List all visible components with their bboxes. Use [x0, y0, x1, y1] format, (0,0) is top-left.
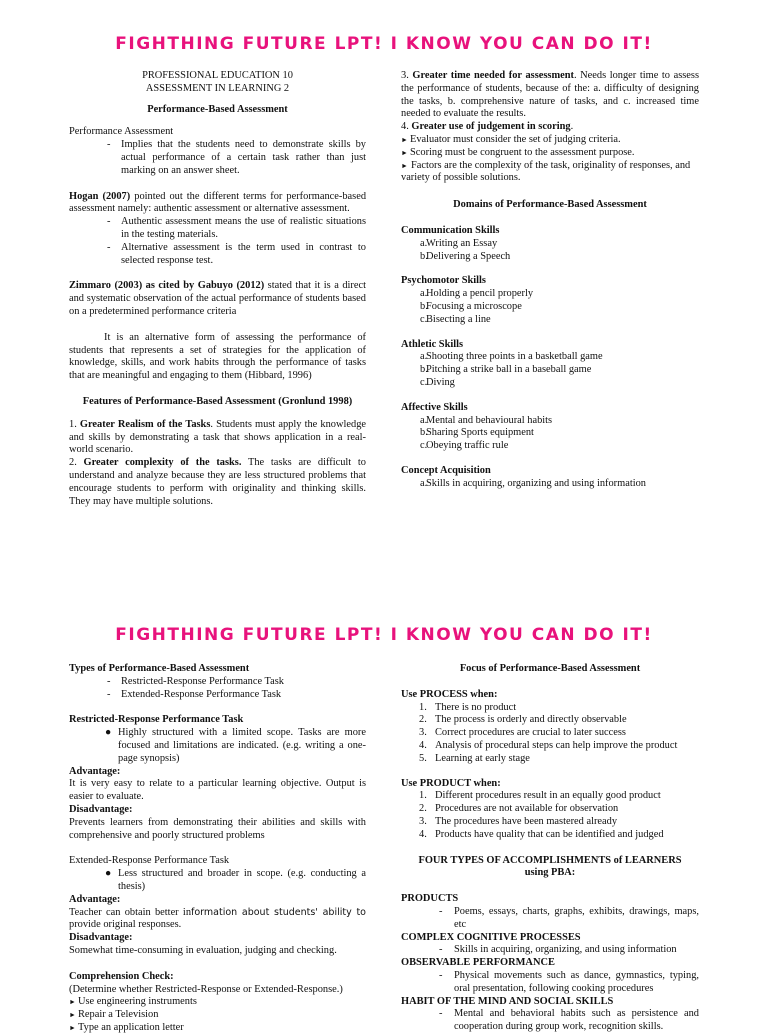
domain-item: a. Skills in acquiring, organizing and using information — [420, 477, 647, 489]
hogan-paragraph: Hogan (2007) pointed out the different terms for performance-based assessment namely: authentic assessment or alternative assessment. — [69, 190, 367, 215]
accomplishment-heading: COMPLEX COGNITIVE PROCESSES — [401, 931, 581, 943]
er-advantage: Teacher can obtain better information about students' ability to provide original responses. — [69, 906, 366, 931]
accomplishment-heading: OBSERVABLE PERFORMANCE — [401, 957, 555, 969]
page-banner: FIGHTHING FUTURE LPT! I KNOW YOU CAN DO IT! — [115, 625, 653, 645]
er-disadvantage: Somewhat time-consuming in evaluation, judging and checking. — [69, 944, 337, 956]
accomplishments-title: FOUR TYPES OF ACCOMPLISHMENTS of LEARNERS — [418, 854, 682, 866]
comprehension-item: ► Type an application letter — [69, 1021, 184, 1033]
rr-advantage: It is very easy to relate to a particular learning objective. Output is easier to evaluate. — [69, 778, 366, 803]
accomplishment-item: - Poems, essays, charts, graphs, exhibits, drawings, maps, etc — [439, 905, 699, 930]
process-item: 3. Correct procedures are crucial to later success — [419, 727, 626, 739]
product-item: 2. Procedures are not available for observation — [419, 803, 619, 815]
domain-item: b. Sharing Sports equipment — [420, 427, 534, 439]
page-banner: FIGHTHING FUTURE LPT! I KNOW YOU CAN DO IT! — [115, 34, 653, 54]
product-item: 1. Different procedures result in an equally good product — [419, 790, 661, 802]
feature-4: 4. Greater use of judgement in scoring. — [401, 121, 574, 133]
feature-4-item: ► Scoring must be congruent to the assessment purpose. — [401, 146, 635, 158]
accomplishment-item: - Mental and behavioral habits such as persistence and cooperation during group work, recognition skills. — [439, 1008, 699, 1033]
process-item: 5. Learning at early stage — [419, 752, 530, 764]
domain-item: b. Pitching a strike ball in a baseball game — [420, 364, 592, 376]
er-advantage-label: Advantage: — [69, 893, 121, 905]
process-item: 2. The process is orderly and directly observable — [419, 714, 627, 726]
er-title: Extended-Response Performance Task — [69, 855, 230, 867]
rr-disadvantage-label: Disadvantage: — [69, 803, 133, 815]
er-disadvantage-label: Disadvantage: — [69, 932, 133, 944]
page2-left-column — [69, 663, 366, 1035]
product-item: 4. Products have quality that can be identified and judged — [419, 828, 664, 840]
feature-4-item: ► Factors are the complexity of the task, originality of responses, and variety of possible solutions. — [401, 159, 691, 184]
comprehension-subtitle: (Determine whether Restricted-Response or Extended-Response.) — [69, 983, 343, 995]
domain-heading: Affective Skills — [401, 401, 468, 413]
hogan-item: - Alternative assessment is the term used in contrast to selected response test. — [107, 241, 366, 266]
zimmaro-paragraph: Zimmaro (2003) as cited by Gabuyo (2012) stated that it is a direct and systematic observation of the actual performance of students based on a predetermined performance criteria — [69, 280, 366, 317]
rr-disadvantage: Prevents learners from demonstrating their abilities and skills with comprehensive and poorly structured problems — [69, 816, 366, 841]
features-title: Features of Performance-Based Assessment (Gronlund 1998) — [82, 395, 353, 407]
hogan-item: - Authentic assessment means the use of realistic situations in the testing materials. — [107, 216, 366, 240]
section-title: Performance-Based Assessment — [147, 103, 288, 115]
rr-advantage-label: Advantage: — [69, 765, 121, 777]
type-item: - Extended-Response Performance Task — [107, 688, 282, 700]
pa-heading: Performance Assessment — [69, 126, 174, 138]
domain-item: c. Diving — [420, 376, 455, 388]
product-label: Use PRODUCT when: — [401, 777, 501, 789]
accomplishment-heading: PRODUCTS — [401, 893, 459, 905]
process-label: Use PROCESS when: — [401, 688, 498, 700]
rr-title: Restricted-Response Performance Task — [69, 714, 244, 726]
page2-right-column — [401, 663, 699, 1034]
feature-2: 2. Greater complexity of the tasks. The tasks are difficult to understand and analyze because they are less structured problems that encourage students to perform with originality and thinking skills. They may have multiple solutions. — [69, 457, 366, 507]
types-title: Types of Performance-Based Assessment — [69, 663, 250, 674]
feature-4-item: ► Evaluator must consider the set of judging criteria. — [401, 133, 621, 145]
comprehension-title: Comprehension Check: — [69, 970, 174, 982]
course-title: PROFESSIONAL EDUCATION 10 — [142, 70, 293, 81]
rr-bullet: ● Highly structured with a limited scope. Tasks are more focused and limitations are indicated. (e.g. writing a one-page synopsis) — [105, 727, 366, 764]
domain-heading: Communication Skills — [401, 224, 500, 236]
comprehension-item: ► Use engineering instruments — [69, 996, 197, 1008]
domain-item: b. Focusing a microscope — [420, 300, 522, 312]
domain-item: a. Shooting three points in a basketball game — [420, 351, 603, 363]
focus-title: Focus of Performance-Based Assessment — [459, 663, 641, 674]
product-item: 3. The procedures have been mastered already — [419, 815, 618, 827]
feature-1: 1. Greater Realism of the Tasks. Students must apply the knowledge and skills by demonstrating a task that shows application in a real-world scenario. — [69, 418, 366, 456]
comprehension-item: ► Repair a Television — [69, 1009, 159, 1021]
type-item: - Restricted-Response Performance Task — [107, 675, 284, 687]
domain-item: a. Mental and behavioural habits — [420, 414, 553, 426]
process-item: 1. There is no product — [419, 701, 517, 713]
domain-heading: Psychomotor Skills — [401, 275, 486, 287]
subject-title: ASSESSMENT IN LEARNING 2 — [145, 82, 290, 94]
feature-3: 3. Greater time needed for assessment. Needs longer time to assess the performance of students, because of the: a. difficulty of designing the tasks, b. comprehensive nature of tasks, and c. increased time needed to evaluate the results. — [401, 70, 699, 120]
accomplishment-item: - Skills in acquiring, organizing, and using information — [439, 944, 677, 956]
er-bullet: ● Less structured and broader in scope. (e.g. conducting a thesis) — [105, 868, 366, 892]
domain-item: c. Bisecting a line — [420, 313, 491, 325]
domain-item: a. Writing an Essay — [420, 237, 498, 249]
domain-heading: Athletic Skills — [401, 338, 464, 350]
alternative-paragraph: It is an alternative form of assessing the performance of students that represents a set of strategies for the application of knowledge, skills, and work habits through the performance of tasks that are meaningful and engaging to them (Hibbard, 1996) — [69, 331, 366, 382]
page1-left-column — [69, 70, 366, 508]
accomplishments-title-line2: using PBA: — [524, 867, 576, 879]
domain-heading: Concept Acquisition — [401, 464, 491, 476]
page1-right-column — [401, 70, 699, 491]
accomplishment-item: - Physical movements such as dance, gymnastics, typing, oral presentation, following cooking procedures — [439, 969, 699, 994]
process-item: 4. Analysis of procedural steps can help improve the product — [419, 739, 678, 751]
domain-item: c. Obeying traffic rule — [420, 440, 509, 452]
pa-item: - Implies that the students need to demonstrate skills by actual performance of a certain task rather than just marking on an answer sheet. — [107, 139, 366, 176]
domains-title: Domains of Performance-Based Assessment — [453, 199, 647, 211]
accomplishment-heading: HABIT OF THE MIND AND SOCIAL SKILLS — [401, 995, 614, 1007]
domain-item: a. Holding a pencil properly — [420, 288, 534, 300]
domain-item: b. Delivering a Speech — [420, 250, 511, 262]
